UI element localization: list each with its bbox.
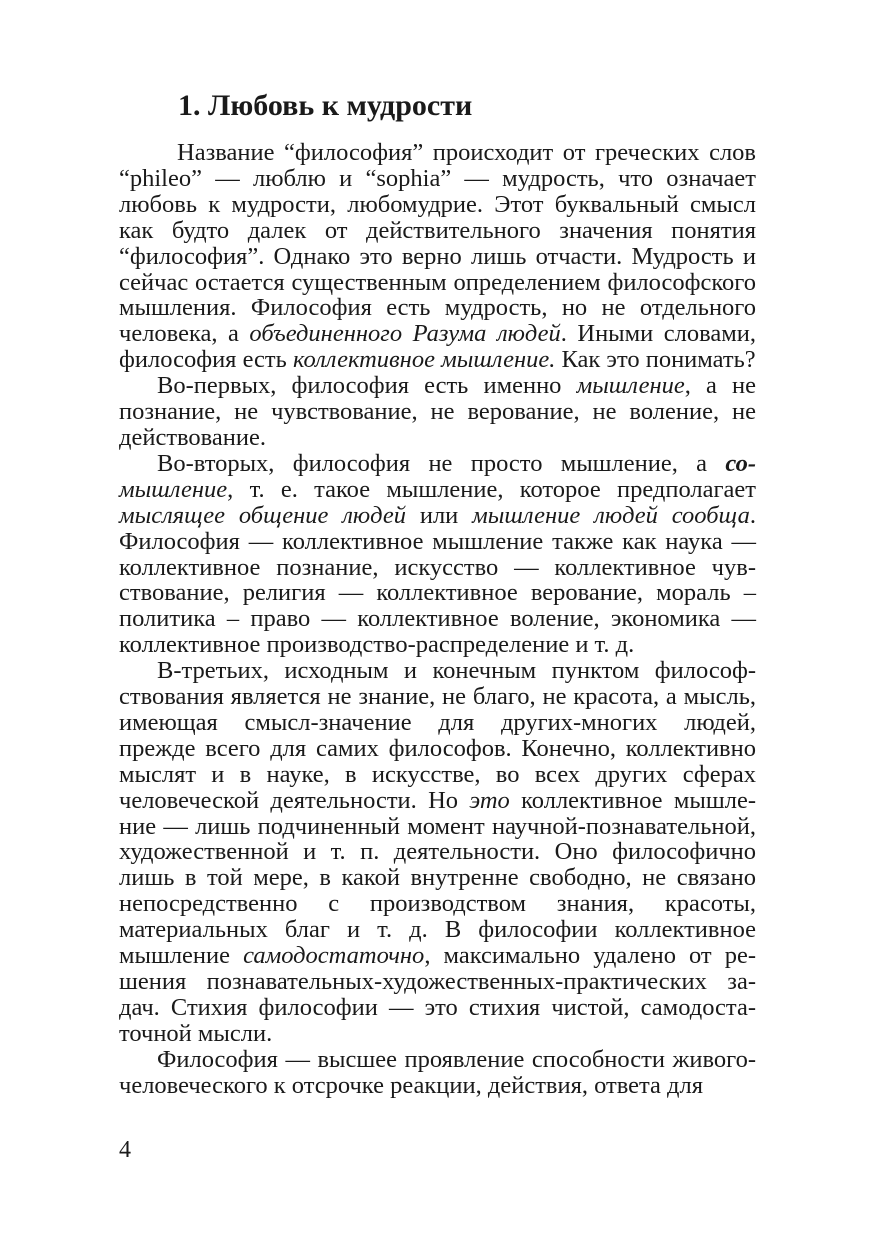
- paragraph: [119, 1047, 756, 1099]
- emphasis-text: это: [469, 786, 510, 814]
- emphasis-text: самодостаточно: [243, 942, 425, 970]
- emphasis-text: коллективное мышление.: [292, 346, 556, 374]
- text-run: , а не познание, не чувствование, не верование, не воление, не действование.: [119, 372, 756, 451]
- paragraph: [119, 658, 756, 1047]
- text-run: . Иными словами, философия есть: [119, 320, 756, 374]
- strong-emphasis-text: со-: [725, 449, 756, 477]
- paragraph: [119, 373, 756, 451]
- emphasis-text: мышление: [119, 475, 228, 503]
- paragraph: [119, 451, 756, 658]
- text-run: Название “философия” происходит от греческих слов “phileo” — люблю и “sophia” — мудрость, что означает любовь к мудрости, любомудрие. Этот буквальный смысл как будто далек от действительного значения понятия “философия”. Однако это верно лишь отчасти. Мудрость и сейчас остается существенным определением философского мышления. Философия есть мудрость, но не отдельного человека, а: [119, 139, 756, 348]
- text-run: В-третьих, исходным и конечным пунктом философствования является не знание, не благо, не красота, а мысль, имеющая смысл-значение для других-многих людей, прежде всего для самих философов. Конечно, коллективно мыслят и в науке, в искусстве, во всех других сферах человеческой деятельности. Но: [119, 657, 756, 814]
- text-run: , максимально удалено от решения познавательных-художественных-практических задач. Стихия философии — это стихия чистой, самодостаточной мысли.: [119, 942, 756, 1047]
- section-heading: 1. Любовь к мудрости: [178, 89, 473, 122]
- text-run: , т. е. такое мышление, которое предполагает: [227, 475, 756, 503]
- page-number: 4: [119, 1137, 131, 1163]
- text-run: или: [406, 501, 473, 529]
- emphasis-text: мышление: [576, 372, 685, 400]
- text-run: Во-вторых, философия не просто мышление, а: [157, 449, 726, 477]
- emphasis-text: мыслящее общение людей: [119, 501, 406, 529]
- text-run: Как это понимать?: [555, 346, 756, 374]
- text-run: коллективное мышление — лишь подчиненный момент научной-познавательной, художественной и т. п. деятельности. Оно философично лишь в той мере, в какой внутренне свободно, не связано непосредственно с производством знания, красоты, материальных благ и т. д. В философии коллективное мышление: [119, 786, 756, 970]
- emphasis-text: мышление людей сообща: [472, 501, 750, 529]
- emphasis-text: объединенного Разума людей: [249, 320, 561, 348]
- paragraph: [119, 140, 756, 373]
- text-run: Философия — высшее проявление способности живого-человеческого к отсрочке реакции, действия, ответа для: [119, 1045, 756, 1099]
- text-run: . Философия — коллективное мышление также как наука — коллективное познание, искусство — коллективное чувствование, религия — коллективное верование, мораль – политика – право — коллективное воление, экономика — коллективное производство-распределение и т. д.: [119, 501, 757, 659]
- text-run: Во-первых, философия есть именно: [157, 372, 577, 400]
- body-text: [119, 140, 756, 1099]
